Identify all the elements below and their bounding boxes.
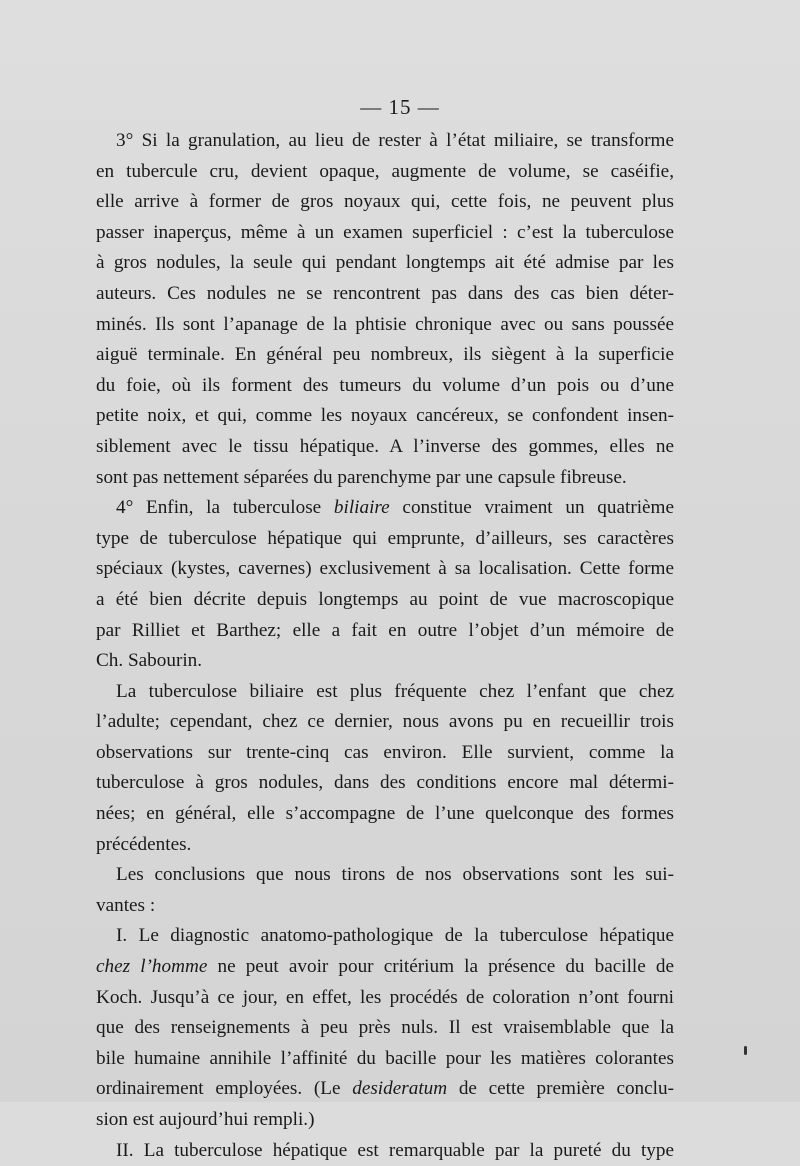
text-line: aiguë terminale. En général peu nombreux, ils siègent à la superficie [96, 344, 674, 366]
text-line: II. La tuberculose hépatique est remarquable par la pureté du type [116, 1139, 674, 1161]
text-line: par Rilliet et Barthez; elle a fait en outre l’objet d’un mémoire de [96, 619, 674, 641]
text-line: siblement avec le tissu hépatique. A l’inverse des gommes, elles ne [96, 435, 674, 457]
text-line: Koch. Jusqu’à ce jour, en effet, les procédés de coloration n’ont fourni [96, 986, 674, 1008]
text-line: du foie, où ils forment des tumeurs du volume d’un pois ou d’une [96, 374, 674, 396]
text-line: sont pas nettement séparées du parenchyme par une capsule fibreuse. [96, 466, 627, 488]
text-segment: de cette première conclu- [447, 1078, 674, 1100]
body-text [96, 126, 674, 1166]
text-line: nées; en général, elle s’accompagne de l’une quelconque des formes [96, 803, 674, 825]
italic-text: biliaire [333, 497, 390, 519]
text-line: vantes : [96, 894, 156, 916]
text-line: type de tuberculose hépatique qui emprunte, d’ailleurs, ses caractères [96, 527, 674, 549]
text-segment: constitue vraiment un quatrième [389, 497, 674, 519]
text-line: spéciaux (kystes, cavernes) exclusivement à sa localisation. Cette forme [96, 558, 674, 580]
text-line: La tuberculose biliaire est plus fréquente chez l’enfant que chez [116, 680, 674, 702]
text-line: petite noix, et qui, comme les noyaux cancéreux, se confondent insen- [96, 405, 674, 427]
text-line [96, 493, 674, 524]
italic-text: chez l’homme [96, 956, 208, 978]
text-line [96, 952, 674, 983]
ink-mark [744, 1046, 747, 1055]
text-line: sion est aujourd’hui rempli.) [96, 1109, 315, 1130]
text-line: en tubercule cru, devient opaque, augmente de volume, se caséifie, [96, 160, 674, 182]
text-line: observations sur trente-cinq cas environ. Elle survient, comme la [96, 741, 674, 763]
text-segment: ordinairement employées. (Le [96, 1078, 353, 1100]
text-line: Les conclusions que nous tirons de nos observations sont les sui- [116, 864, 674, 886]
text-segment: 4° Enfin, la tuberculose [116, 497, 334, 519]
page-number-header: — 15 — [360, 95, 440, 119]
text-line: Ch. Sabourin. [96, 650, 203, 672]
text-line: 3° Si la granulation, au lieu de rester à l’état miliaire, se transforme [116, 130, 674, 151]
text-line: auteurs. Ces nodules ne se rencontrent pas dans des cas bien déter- [96, 282, 674, 304]
text-line: que des renseignements à peu près nuls. Il est vraisemblable que la [96, 1017, 674, 1039]
text-line: à gros nodules, la seule qui pendant longtemps ait été admise par les [96, 252, 674, 274]
text-line: tuberculose à gros nodules, dans des conditions encore mal détermi- [96, 772, 674, 794]
text-line: l’adulte; cependant, chez ce dernier, nous avons pu en recueillir trois [96, 711, 674, 733]
text-line: passer inaperçus, même à un examen superficiel : c’est la tuberculose [96, 221, 674, 243]
text-line: a été bien décrite depuis longtemps au point de vue macroscopique [96, 588, 674, 610]
text-line: bile humaine annihile l’affinité du bacille pour les matières colorantes [96, 1047, 674, 1069]
italic-text: desideratum [352, 1078, 448, 1100]
text-line: minés. Ils sont l’apanage de la phtisie chronique avec ou sans poussée [96, 313, 674, 335]
text-line [96, 1074, 674, 1105]
text-line: précédentes. [96, 833, 192, 855]
text-line: elle arrive à former de gros noyaux qui, cette fois, ne peuvent plus [96, 191, 674, 213]
text-segment: ne peut avoir pour critérium la présence du bacille de [207, 956, 675, 978]
text-line: I. Le diagnostic anatomo-pathologique de la tuberculose hépatique [116, 925, 674, 947]
